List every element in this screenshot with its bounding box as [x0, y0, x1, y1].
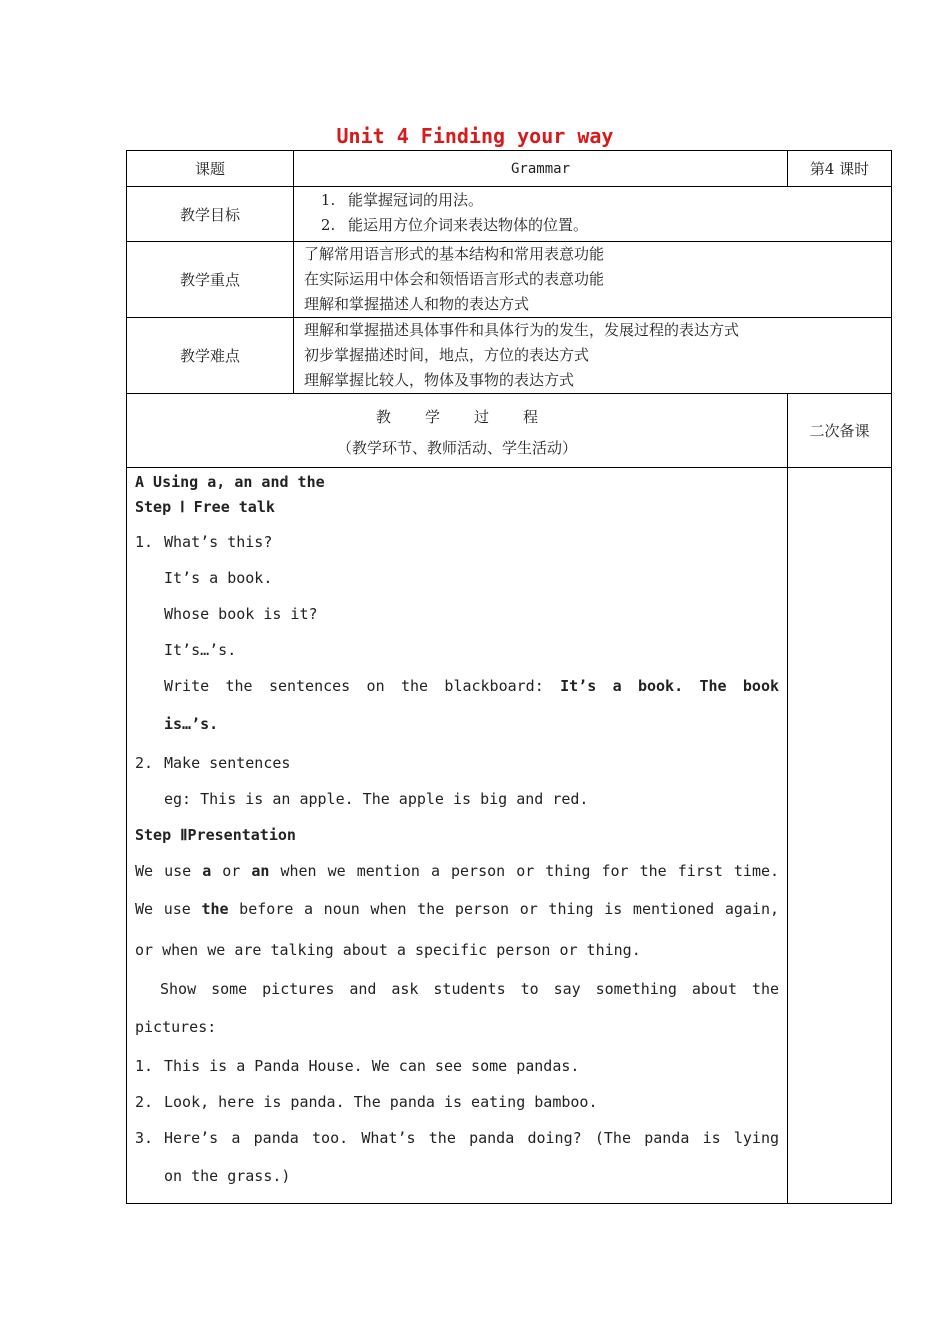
process-content-row — [127, 468, 892, 1204]
rule-the-cont: or when we are talking about a specific person or thing. — [135, 941, 641, 959]
process-header-row — [127, 394, 892, 468]
key-points-label: 教学重点 — [127, 242, 294, 318]
difficulties-cell — [294, 318, 892, 394]
make-sentences — [135, 745, 779, 781]
show-pictures-cont: pictures: — [135, 1018, 217, 1036]
picture-text: This is a Panda House. We can see some pandas. — [164, 1057, 580, 1075]
rule-text: when we mention a person or thing for the first time. — [280, 862, 780, 880]
process-header-cell — [127, 394, 788, 468]
rule-the — [135, 889, 779, 930]
rule-text: We use — [135, 900, 191, 918]
second-prep-heading: 二次备课 — [788, 394, 892, 468]
picture-text: Here’s a panda too. What’s the panda doing? (The panda is lying — [164, 1129, 780, 1147]
question-2: Whose book is it? — [164, 605, 318, 623]
answer-1: It’s a book. — [164, 569, 273, 587]
objective-item: 1. 能掌握冠词的用法。 — [340, 188, 891, 213]
picture-item-1 — [135, 1048, 779, 1084]
difficulty-line: 初步掌握描述时间，地点，方位的表达方式 — [304, 346, 590, 364]
picture-item-3 — [135, 1120, 779, 1156]
list-number: 2. — [135, 754, 154, 772]
picture-text: Look, here is panda. The panda is eating bamboo. — [164, 1093, 598, 1111]
rule-keyword: a — [202, 862, 212, 880]
key-points-row — [127, 242, 892, 318]
second-prep-cell — [788, 468, 892, 1204]
rule-keyword: the — [201, 900, 229, 918]
rule-text: or — [222, 862, 241, 880]
objectives-cell — [294, 187, 892, 242]
topic-value: Grammar — [294, 151, 788, 187]
lesson-number: 第4 课时 — [788, 151, 892, 187]
process-subheading: （教学环节、教师活动、学生活动） — [337, 439, 578, 457]
write-text: Write the sentences on the blackboard: — [164, 677, 544, 695]
list-number: 1. — [135, 533, 154, 551]
objective-item: 2. 能运用方位介词来表达物体的位置。 — [340, 213, 891, 238]
objectives-label: 教学目标 — [127, 187, 294, 242]
write-instruction — [135, 668, 779, 704]
question-1 — [135, 524, 779, 560]
difficulties-row — [127, 318, 892, 394]
objectives-list — [294, 188, 891, 238]
example-sentence: eg: This is an apple. The apple is big and red. — [164, 790, 589, 808]
write-instruction-cont: is…’s. — [164, 715, 219, 733]
question-text: What’s this? — [164, 533, 273, 551]
make-text: Make sentences — [164, 754, 291, 772]
step-1-heading: Step Ⅰ Free talk — [135, 498, 275, 516]
list-number: 2. — [135, 1093, 154, 1111]
difficulties-label: 教学难点 — [127, 318, 294, 394]
difficulty-line: 理解掌握比较人，物体及事物的表达方式 — [304, 371, 575, 389]
list-number: 3. — [135, 1129, 154, 1147]
lesson-plan-table — [126, 150, 892, 1204]
rule-keyword: an — [251, 862, 270, 880]
section-a-heading: A Using a, an and the — [135, 473, 325, 491]
list-number: 1. — [135, 1057, 154, 1075]
key-point-line: 了解常用语言形式的基本结构和常用表意功能 — [304, 245, 605, 263]
write-example: It’s a book. The book — [560, 677, 780, 695]
step-2-heading: Step ⅡPresentation — [135, 826, 296, 844]
difficulty-line: 理解和掌握描述具体事件和具体行为的发生，发展过程的表达方式 — [304, 321, 740, 339]
topic-row — [127, 151, 892, 187]
topic-label: 课题 — [127, 151, 294, 187]
rule-text: before a noun when the person or thing is mentioned again, — [239, 900, 780, 918]
answer-2: It’s…’s. — [164, 641, 237, 659]
picture-item-2 — [135, 1084, 779, 1120]
objectives-row — [127, 187, 892, 242]
key-points-cell — [294, 242, 892, 318]
process-heading: 教学过程 — [376, 408, 573, 426]
page-title: Unit 4 Finding your way — [336, 124, 614, 148]
picture-item-3-cont: on the grass.) — [164, 1167, 291, 1185]
rule-text: We use — [135, 862, 192, 880]
process-content-cell — [127, 468, 788, 1204]
rule-a-an — [135, 853, 779, 889]
show-pictures-instruction: Show some pictures and ask students to say something about the — [160, 980, 780, 998]
key-point-line: 理解和掌握描述人和物的表达方式 — [304, 295, 530, 313]
key-point-line: 在实际运用中体会和领悟语言形式的表意功能 — [304, 270, 605, 288]
